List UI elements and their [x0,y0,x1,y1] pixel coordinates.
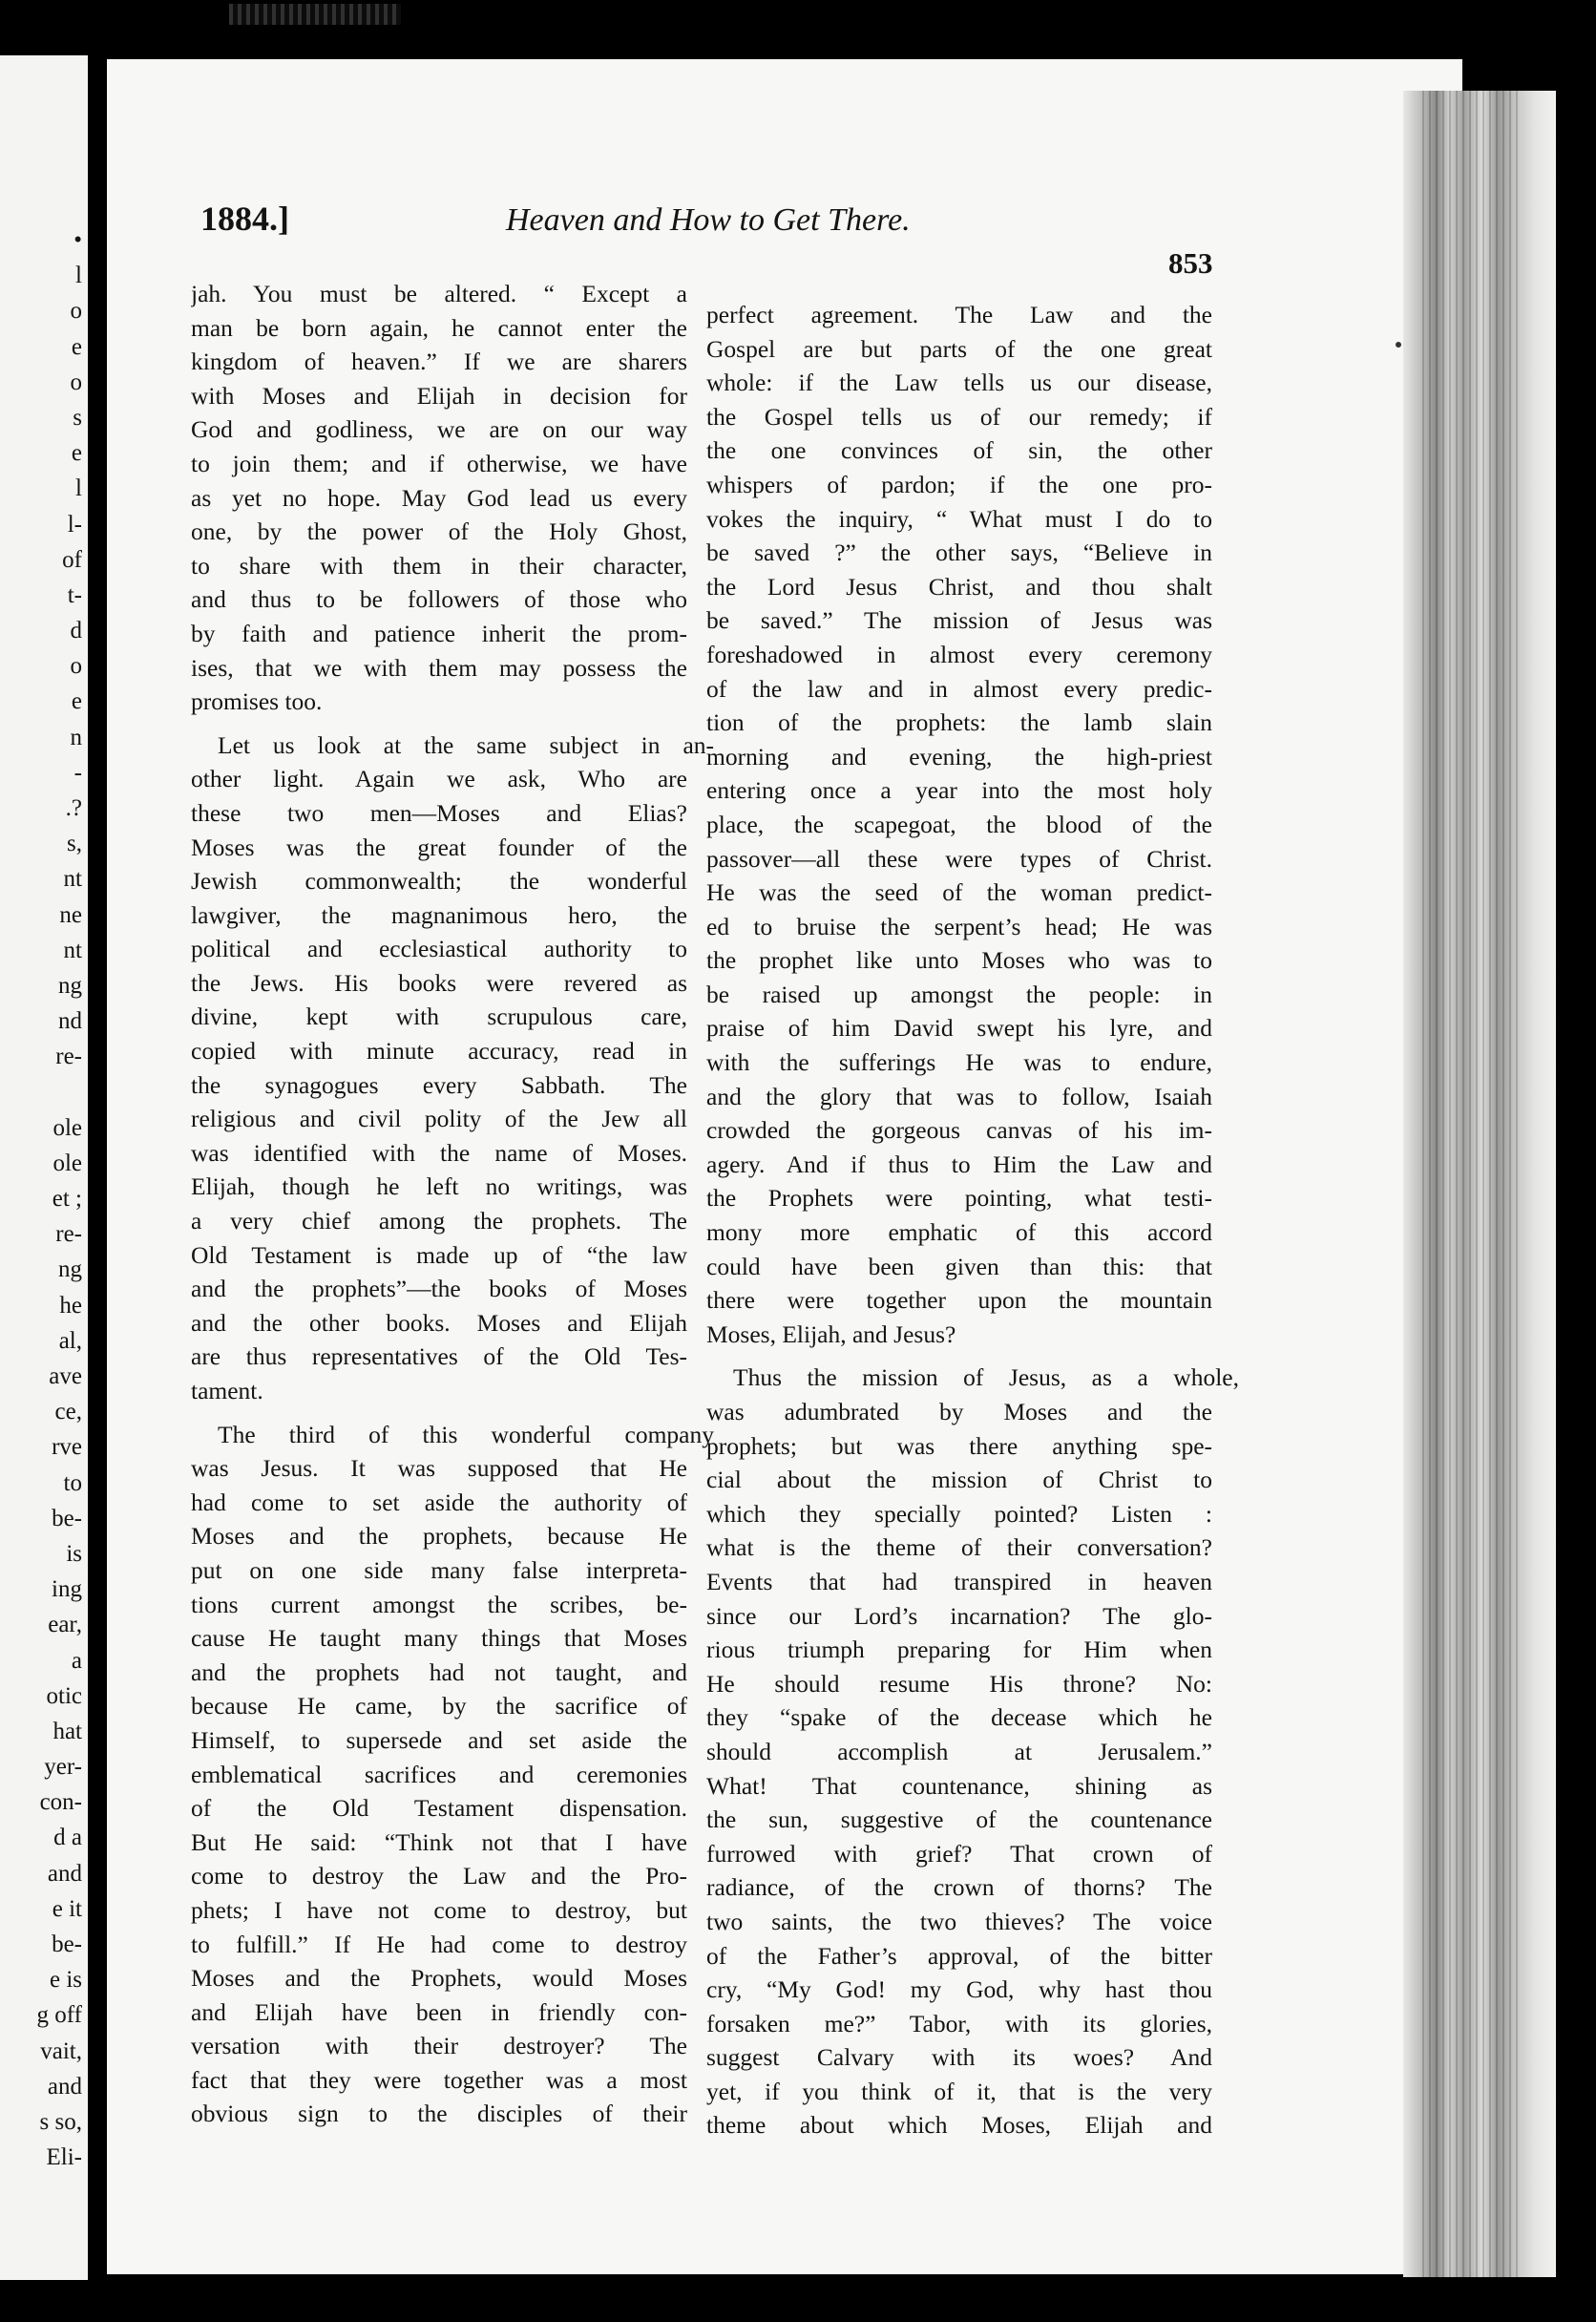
text-line: Old Testament is made up of “the law [191,1240,687,1269]
text-line: entering once a year into the most holy [706,776,1212,805]
adjacent-page-fragment: con- [39,1789,82,1816]
text-line: come to destroy the Law and the Pro- [191,1862,687,1890]
adjacent-page-fragment: Eli- [46,2144,82,2171]
text-line: to share with them in their character, [191,551,687,580]
text-line: forsaken me?” Tabor, with its glories, [706,2009,1212,2037]
text-line: whole: if the Law tells us our disease, [706,369,1212,397]
text-line: Thus the mission of Jesus, as a whole, [733,1363,1239,1392]
text-line: cry, “My God! my God, why hast thou [706,1975,1212,2004]
adjacent-page-fragment: d [70,618,82,644]
text-line: and the prophets”—the books of Moses [191,1275,687,1303]
text-line: since our Lord’s incarnation? The glo- [706,1601,1212,1630]
text-line: mony more emphatic of this accord [706,1218,1212,1247]
scan-top-artifact [229,4,401,25]
adjacent-page-fragment: ng [58,972,82,999]
text-line: political and ecclesiastical authority to [191,935,687,963]
text-line: the Gospel tells us of our remedy; if [706,402,1212,431]
text-line: morning and evening, the high-priest [706,742,1212,770]
text-line: could have been given than this: that [706,1252,1212,1280]
adjacent-page-fragment: n [70,724,82,750]
paragraph-gap [191,1408,687,1418]
adjacent-page-fragment: g off [36,2002,82,2029]
text-line: the Lord Jesus Christ, and thou shalt [706,572,1212,601]
text-line: praise of him David swept his lyre, and [706,1014,1212,1043]
adjacent-page-fragment: o [70,298,82,325]
text-line: these two men—Moses and Elias? [191,798,687,827]
adjacent-page-fragment: l- [67,511,82,538]
text-line: Events that had transpired in heaven [706,1567,1212,1595]
adjacent-page-fragment: o [70,369,82,395]
text-line: of the Old Testament dispensation. [191,1794,687,1823]
page-number: 853 [1168,246,1213,280]
text-line: was Jesus. It was supposed that He [191,1454,687,1483]
text-line: be saved ?” the other says, “Believe in [706,538,1212,567]
adjacent-page-fragment: and [47,2073,82,2100]
adjacent-page-fragment: e is [49,1967,82,1994]
text-line: place, the scapegoat, the blood of the [706,810,1212,838]
adjacent-page-fragment: l [75,475,82,502]
text-line: and the glory that was to follow, Isaiah [706,1082,1212,1110]
adjacent-page-fragment: otic [46,1682,82,1709]
text-line: be raised up amongst the people: in [706,980,1212,1008]
text-line: furrowed with grief? That crown of [706,1839,1212,1868]
text-line: to fulfill.” If He had come to destroy [191,1930,687,1958]
text-line: Moses was the great founder of the [191,833,687,861]
adjacent-page-fragment: to [63,1469,82,1496]
adjacent-page-edge [0,55,92,2280]
text-line: jah. You must be altered. “ Except a [191,280,687,307]
text-line: copied with minute accuracy, read in [191,1037,687,1066]
text-line: Gospel are but parts of the one great [706,334,1212,363]
text-line: are thus representatives of the Old Tes- [191,1342,687,1371]
text-line: Moses and the Prophets, would Moses [191,1964,687,1993]
adjacent-page-fragment: e [71,440,82,467]
adjacent-page-fragment: rve [52,1434,82,1461]
text-line: because He came, by the sacrifice of [191,1692,687,1720]
adjacent-page-fragment: .? [65,795,82,821]
header-year: 1884.] [200,200,289,238]
adjacent-page-fragment: vait, [40,2037,82,2064]
text-line: be saved.” The mission of Jesus was [706,606,1212,635]
adjacent-page-fragment: be- [52,1505,82,1531]
adjacent-page-fragment [0,1075,92,1110]
text-line: with Moses and Elijah in decision for [191,381,687,410]
adjacent-page-fragment: he [59,1292,82,1319]
adjacent-page-fragment: nd [58,1008,82,1035]
text-line: Let us look at the same subject in an- [218,730,714,759]
text-line: radiance, of the crown of thorns? The [706,1873,1212,1902]
text-line: foreshadowed in almost every ceremony [706,640,1212,668]
text-line: Jewish commonwealth; the wonderful [191,867,687,896]
adjacent-page-fragment: hat [52,1718,82,1744]
text-line: with the sufferings He was to endure, [706,1048,1212,1077]
adjacent-page-fragment: a [71,1647,82,1674]
text-line: the Jews. His books were revered as [191,968,687,997]
text-line: theme about which Moses, Elijah and [706,2111,1212,2140]
text-line: there were together upon the mountain [706,1286,1212,1315]
text-line: as yet no hope. May God lead us every [191,483,687,512]
adjacent-page-fragment: - [74,759,82,786]
text-line: He should resume His throne? No: [706,1669,1212,1698]
adjacent-page-fragment: of [62,546,82,573]
text-line: they “spake of the decease which he [706,1703,1212,1732]
adjacent-page-fragment: t- [67,581,82,608]
text-line: divine, kept with scrupulous care, [191,1003,687,1031]
text-line: which they specially pointed? Listen : [706,1499,1212,1528]
adjacent-page-fragment: e [71,333,82,360]
text-line: and Elijah have been in friendly con- [191,1997,687,2026]
adjacent-page-text-fragments [0,222,92,2175]
text-line: crowded the gorgeous canvas of his im- [706,1116,1212,1145]
text-line: and the other books. Moses and Elijah [191,1308,687,1337]
adjacent-page-fragment: ing [52,1576,82,1603]
adjacent-page-fragment: is [66,1540,82,1567]
adjacent-page-fragment: • [74,227,82,253]
text-line: phets; I have not come to destroy, but [191,1895,687,1924]
ink-speck [1396,342,1401,348]
text-line: cial about the mission of Christ to [706,1466,1212,1494]
text-line: should accomplish at Jerusalem.” [706,1737,1212,1765]
text-line: by faith and patience inherit the prom- [191,619,687,647]
text-line: agery. And if thus to Him the Law and [706,1150,1212,1178]
text-line: fact that they were together was a most [191,2065,687,2094]
adjacent-page-fragment: et ; [52,1186,82,1213]
text-line: vokes the inquiry, “ What must I do to [706,504,1212,533]
text-line: promises too. [191,687,323,716]
running-title: Heaven and How to Get There. [506,202,911,238]
text-line: and thus to be followers of those who [191,585,687,614]
text-line: kingdom of heaven.” If we are sharers [191,348,687,376]
text-line: of the Father’s approval, of the bitter [706,1941,1212,1970]
text-line: other light. Again we ask, Who are [191,765,687,793]
text-line: ed to bruise the serpent’s head; He was [706,912,1212,940]
text-line: had come to set aside the authority of [191,1488,687,1516]
text-line: to join them; and if otherwise, we have [191,449,687,477]
paragraph-gap [191,719,687,728]
adjacent-page-fragment: yer- [44,1754,82,1781]
text-column-right [706,298,1239,2143]
text-line: The third of this wonderful company [218,1420,714,1448]
adjacent-page-fragment: ole [52,1150,82,1176]
adjacent-page-fragment: s [73,404,82,431]
adjacent-page-fragment: re- [55,1044,82,1070]
adjacent-page-fragment: d a [53,1825,82,1851]
text-line: and the prophets had not taught, and [191,1657,687,1686]
adjacent-page-fragment: ear, [48,1612,82,1638]
adjacent-page-fragment: o [70,653,82,680]
text-line: prophets; but was there anything spe- [706,1431,1212,1460]
adjacent-page-fragment: be- [52,1931,82,1957]
text-line: man be born again, he cannot enter the [191,313,687,342]
adjacent-page-fragment: ave [49,1363,82,1389]
text-line: the prophet like unto Moses who was to [706,946,1212,975]
text-line: what is the theme of their conversation? [706,1533,1212,1562]
text-column-left [191,277,714,2131]
text-line: tion of the prophets: the lamb slain [706,708,1212,737]
text-line: Moses and the prophets, because He [191,1522,687,1551]
text-line: whispers of pardon; if the one pro- [706,470,1212,498]
adjacent-page-fragment: nt [63,866,82,893]
text-line: Moses, Elijah, and Jesus? [706,1319,956,1348]
text-line: the Prophets were pointing, what testi- [706,1184,1212,1213]
adjacent-page-fragment: l [75,263,82,289]
text-line: yet, if you think of it, that is the very [706,2077,1212,2105]
text-line: emblematical sacrifices and ceremonies [191,1760,687,1788]
text-line: the sun, suggestive of the countenance [706,1805,1212,1834]
text-line: tions current amongst the scribes, be- [191,1590,687,1618]
text-line: perfect agreement. The Law and the [706,301,1212,328]
text-line: put on one side many false interpreta- [191,1555,687,1584]
text-line: was identified with the name of Moses. [191,1138,687,1167]
text-line: the synagogues every Sabbath. The [191,1070,687,1099]
adjacent-page-fragment: e [71,688,82,715]
text-line: obvious sign to the disciples of their [191,2100,687,2128]
adjacent-page-fragment: ole [52,1114,82,1141]
text-line: What! That countenance, shining as [706,1771,1212,1800]
adjacent-page-fragment: re- [55,1221,82,1248]
text-line: of the law and in almost every predic- [706,674,1212,703]
adjacent-page-fragment: ce, [54,1399,82,1425]
text-line: two saints, the two thieves? The voice [706,1907,1212,1935]
text-line: tament. [191,1377,263,1404]
page-block-edge-lines [1422,91,1518,2277]
text-line: religious and civil polity of the Jew all [191,1105,687,1133]
text-line: a very chief among the prophets. The [191,1207,687,1235]
text-line: was adumbrated by Moses and the [706,1398,1212,1425]
adjacent-page-fragment: al, [58,1327,82,1354]
text-line: God and godliness, we are on our way [191,415,687,444]
text-line: Himself, to supersede and set aside the [191,1725,687,1754]
text-line: suggest Calvary with its woes? And [706,2043,1212,2072]
text-line: versation with their destroyer? The [191,2032,687,2060]
text-line: He was the seed of the woman predict- [706,878,1212,907]
adjacent-page-fragment: e it [52,1895,82,1922]
adjacent-page-fragment: s, [67,831,82,857]
text-line: ises, that we with them may possess the [191,653,687,682]
book-gutter [88,55,107,2280]
text-line: rious triumph preparing for Him when [706,1636,1212,1664]
text-line: one, by the power of the Holy Ghost, [191,517,687,546]
text-line: Elijah, though he left no writings, was [191,1172,687,1201]
adjacent-page-fragment: and [47,1860,82,1887]
adjacent-page-fragment: ne [59,901,82,928]
adjacent-page-fragment: s so, [39,2108,82,2135]
adjacent-page-fragment: ng [58,1256,82,1283]
adjacent-page-fragment: nt [63,937,82,963]
text-line: lawgiver, the magnanimous hero, the [191,900,687,929]
paragraph-gap [706,1351,1212,1361]
text-line: cause He taught many things that Moses [191,1624,687,1653]
text-line: passover—all these were types of Christ. [706,844,1212,873]
text-line: the one convinces of sin, the other [706,436,1212,465]
text-line: But He said: “Think not that I have [191,1827,687,1856]
